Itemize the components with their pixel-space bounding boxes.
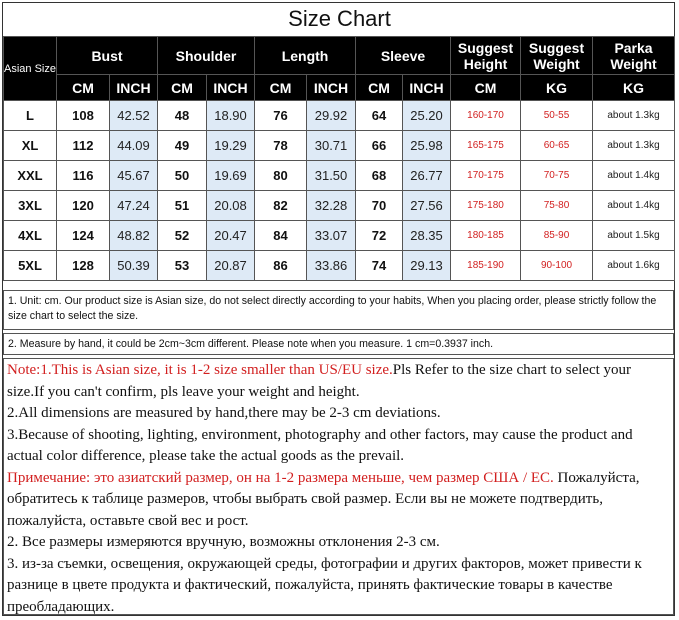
shoulder-header: Shoulder [158,37,255,75]
cell-sh-in: 19.29 [207,131,255,161]
unit-inch: INCH [403,75,451,101]
cell-height: 185-190 [451,251,521,281]
cell-sl-cm: 72 [356,221,403,251]
cell-sh-cm: 50 [158,161,207,191]
unit-cm: CM [255,75,307,101]
cell-parka: about 1.6kg [593,251,675,281]
cell-bust-in: 42.52 [110,101,158,131]
cell-parka: about 1.4kg [593,191,675,221]
cell-bust-in: 44.09 [110,131,158,161]
cell-sl-cm: 64 [356,101,403,131]
cell-len-in: 33.07 [307,221,356,251]
size-chart-table [3,36,675,281]
cell-parka: about 1.5kg [593,221,675,251]
cell-len-cm: 82 [255,191,307,221]
cell-len-in: 31.50 [307,161,356,191]
cell-sh-cm: 52 [158,221,207,251]
cell-sh-cm: 53 [158,251,207,281]
suggest-height-header: Suggest Height [451,37,521,75]
unit-inch: INCH [207,75,255,101]
cell-bust-in: 47.24 [110,191,158,221]
cell-size: XL [4,131,57,161]
suggest-weight-header: Suggest Weight [521,37,593,75]
cell-len-cm: 84 [255,221,307,251]
bust-header: Bust [57,37,158,75]
cell-height: 160-170 [451,101,521,131]
cell-bust-cm: 120 [57,191,110,221]
cell-sl-in: 29.13 [403,251,451,281]
cell-sh-in: 18.90 [207,101,255,131]
cell-len-cm: 86 [255,251,307,281]
cell-len-in: 30.71 [307,131,356,161]
cell-parka: about 1.3kg [593,101,675,131]
cell-parka: about 1.4kg [593,161,675,191]
table-row [4,251,675,281]
cell-weight: 50-55 [521,101,593,131]
note-unit: 1. Unit: cm. Our product size is Asian size, do not select directly according to your habits, When you placing order, please strictly follow the size chart to select the size. [3,290,674,330]
cell-len-in: 33.86 [307,251,356,281]
cell-len-in: 29.92 [307,101,356,131]
note-ru-1 [7,468,670,533]
cell-size: 3XL [4,191,57,221]
cell-bust-in: 45.67 [110,161,158,191]
unit-cm: CM [356,75,403,101]
cell-height: 180-185 [451,221,521,251]
note-en-1 [7,360,670,403]
cell-len-cm: 80 [255,161,307,191]
table-row [4,191,675,221]
cell-sl-in: 25.98 [403,131,451,161]
length-header: Length [255,37,356,75]
note-measure: 2. Measure by hand, it could be 2cm~3cm different. Please note when you measure. 1 cm=0.3937 inch. [3,333,674,355]
unit-kg: KG [521,75,593,101]
cell-weight: 90-100 [521,251,593,281]
cell-size: 5XL [4,251,57,281]
cell-sl-in: 27.56 [403,191,451,221]
cell-sl-in: 28.35 [403,221,451,251]
cell-sh-cm: 49 [158,131,207,161]
cell-weight: 60-65 [521,131,593,161]
note-en-3: 3.Because of shooting, lighting, environment, photography and other factors, may cause the product and actual color difference, please take the actual goods as the prevail. [7,426,633,464]
cell-bust-in: 50.39 [110,251,158,281]
cell-size: 4XL [4,221,57,251]
cell-len-in: 32.28 [307,191,356,221]
cell-height: 165-175 [451,131,521,161]
cell-sh-in: 20.08 [207,191,255,221]
note-en-2: 2.All dimensions are measured by hand,there may be 2-3 cm deviations. [7,405,441,421]
cell-weight: 70-75 [521,161,593,191]
cell-len-cm: 76 [255,101,307,131]
sleeve-header: Sleeve [356,37,451,75]
cell-height: 170-175 [451,161,521,191]
cell-sl-cm: 74 [356,251,403,281]
header-row [4,37,675,75]
cell-bust-cm: 116 [57,161,110,191]
table-row [4,221,675,251]
cell-sh-cm: 48 [158,101,207,131]
asian-size-header: Asian Size [4,37,57,101]
cell-sh-cm: 51 [158,191,207,221]
note-ru-rest: Пожалуйста, обратитесь к таблице размеров, чтобы выбрать свой размер. Если вы не можете подтвердить, пожалуйста, оставьте свой вес и рост. [7,469,640,529]
parka-weight-header: Parka Weight [593,37,675,75]
cell-bust-cm: 124 [57,221,110,251]
cell-bust-cm: 128 [57,251,110,281]
note-ru-2: 2. Все размеры измеряются вручную, возможны отклонения 2-3 см. [7,534,440,550]
cell-sh-in: 20.87 [207,251,255,281]
cell-weight: 85-90 [521,221,593,251]
cell-sl-cm: 68 [356,161,403,191]
table-row [4,101,675,131]
table-row [4,161,675,191]
cell-sh-in: 19.69 [207,161,255,191]
cell-bust-cm: 112 [57,131,110,161]
cell-sl-cm: 70 [356,191,403,221]
cell-bust-in: 48.82 [110,221,158,251]
note-ru-3: 3. из-за съемки, освещения, окружающей среды, фотографии и других факторов, может привести к разнице в цвете продукта и фактический, пожалуйста, принять фактические товары в качестве преобладающих. [7,555,642,615]
note-en-rest: Pls Refer to the size chart to select your size.If you can't confirm, pls leave your weight and height. [7,362,632,400]
cell-height: 175-180 [451,191,521,221]
cell-size: L [4,101,57,131]
cell-sl-in: 25.20 [403,101,451,131]
cell-sh-in: 20.47 [207,221,255,251]
cell-parka: about 1.3kg [593,131,675,161]
cell-size: XXL [4,161,57,191]
cell-bust-cm: 108 [57,101,110,131]
unit-cm: CM [158,75,207,101]
cell-len-cm: 78 [255,131,307,161]
unit-cm: CM [451,75,521,101]
unit-row [4,75,675,101]
cell-sl-in: 26.77 [403,161,451,191]
notes-block [3,358,674,615]
cell-sl-cm: 66 [356,131,403,161]
unit-inch: INCH [307,75,356,101]
cell-weight: 75-80 [521,191,593,221]
unit-kg: KG [593,75,675,101]
note-en-warning: Note:1.This is Asian size, it is 1-2 size smaller than US/EU size. [7,362,393,378]
note-ru-warning: Примечание: это азиатский размер, он на 1-2 размера меньше, чем размер США / ЕС. [7,469,554,486]
unit-inch: INCH [110,75,158,101]
table-row [4,131,675,161]
unit-cm: CM [57,75,110,101]
page-title: Size Chart [288,6,391,31]
